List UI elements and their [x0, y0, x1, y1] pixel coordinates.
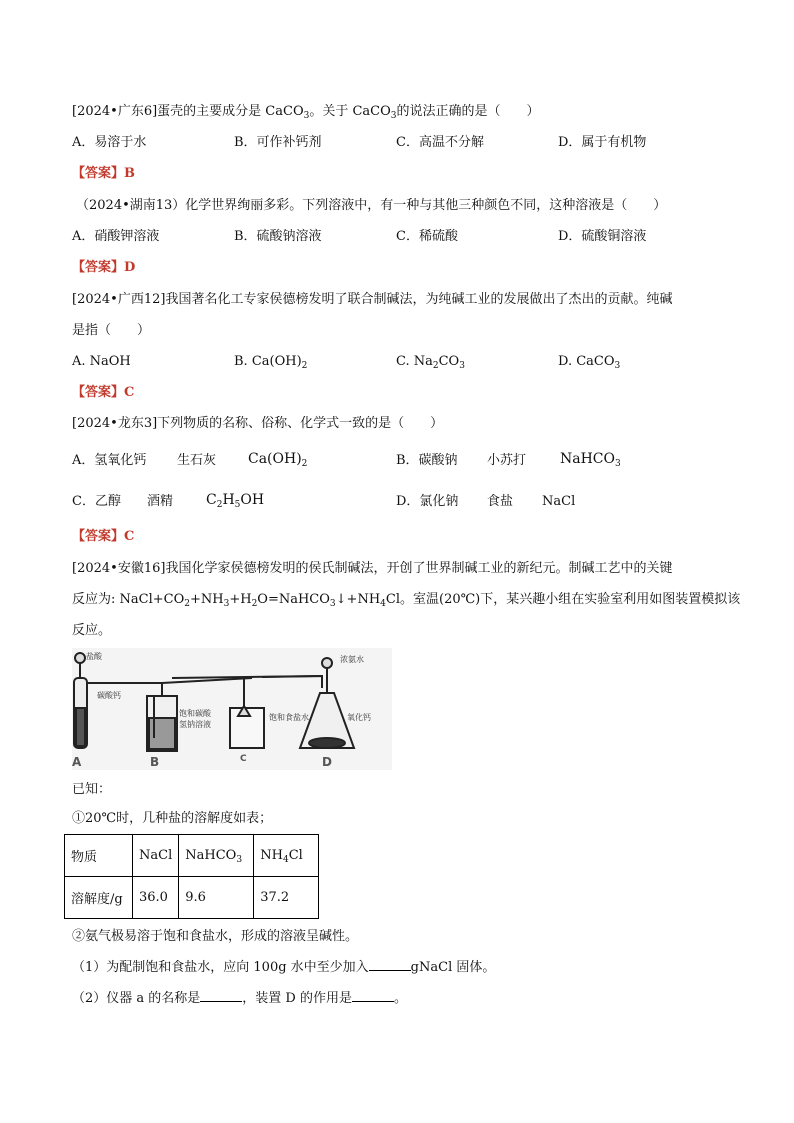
- answer-blank[interactable]: [369, 958, 411, 971]
- q5-known: 已知：: [72, 782, 112, 797]
- q4-option-d-formula: NaCl: [542, 494, 576, 509]
- q5-known-1: ①20℃时，几种盐的溶解度如表；: [72, 811, 273, 826]
- table-header-cell: NaCl: [133, 835, 179, 877]
- q1-option-b: B．可作补钙剂: [234, 135, 322, 150]
- table-row: [65, 877, 319, 919]
- table-cell: 9.6: [179, 877, 254, 919]
- q4-option-d-name: D．氯化钠: [396, 494, 459, 509]
- fig-letter-d: D: [322, 755, 332, 769]
- table-cell: 37.2: [254, 877, 319, 919]
- table-row: [65, 835, 319, 877]
- q4-answer: 【答案】C: [72, 529, 135, 544]
- q2-answer: 【答案】D: [72, 260, 136, 275]
- fig-label-nahco3-1: 饱和碳酸: [179, 709, 211, 718]
- fig-label-caco3: 碳酸钙: [97, 691, 121, 700]
- q5-part-2: （2）仪器 a 的名称是 ，装置 D 的作用是 。: [72, 991, 408, 1006]
- q1-stem: [2024•广东6]蛋壳的主要成分是 CaCO$_3$。关于 CaCO$_3$的说法正确的是（ ）: [72, 104, 540, 121]
- q3-answer: 【答案】C: [72, 385, 135, 400]
- fig-label-ammonia: 浓氨水: [340, 655, 364, 664]
- q4-option-c-name: C．乙醇: [72, 494, 121, 509]
- q1-option-a: A．易溶于水: [72, 135, 147, 150]
- q3-option-b: B. $Ca(OH)_2$: [234, 354, 308, 371]
- q5-stem-line3: 反应。: [72, 623, 112, 638]
- fig-label-cao: 氧化钙: [347, 713, 371, 722]
- q4-option-c-formula: $C_2H_5OH$: [206, 492, 265, 510]
- q5-known-2: ②氨气极易溶于饱和食盐水，形成的溶液呈碱性。: [72, 929, 359, 944]
- q4-option-b-formula: NaHCO$_3$: [560, 451, 621, 469]
- table-cell: 溶解度/g: [65, 877, 133, 919]
- q2-option-a: A．硝酸钾溶液: [72, 229, 160, 244]
- table-header-cell: NaHCO$_3$: [179, 835, 254, 877]
- fig-letter-b: B: [150, 755, 160, 769]
- apparatus-figure: [72, 648, 392, 770]
- q4-stem: [2024•龙东3]下列物质的名称、俗称、化学式一致的是（ ）: [72, 416, 444, 431]
- solubility-table: [64, 834, 319, 919]
- q4-option-b-common: 小苏打: [487, 453, 527, 468]
- q5-stem-line1: [2024•安徽16]我国化学家侯德榜发明的侯氏制碱法，开创了世界制碱工业的新纪元。制碱工艺中的关键: [72, 561, 673, 576]
- q3-option-a: A. NaOH: [72, 354, 131, 369]
- q1-answer: 【答案】B: [72, 166, 135, 181]
- q2-option-c: C．稀硫酸: [396, 229, 458, 244]
- q3-stem-line2: 是指（ ）: [72, 323, 151, 338]
- q4-option-c-common: 酒精: [147, 494, 174, 509]
- table-header-cell: $NH_4Cl$: [254, 835, 319, 877]
- table-cell: 36.0: [133, 877, 179, 919]
- q3-stem-line1: [2024•广西12]我国著名化工专家侯德榜发明了联合制碱法，为纯碱工业的发展做出了杰出的贡献。纯碱: [72, 292, 673, 307]
- q3-option-c: C. $Na_2CO_3$: [396, 354, 465, 371]
- fig-label-brine: 饱和食盐水: [269, 713, 309, 722]
- answer-blank[interactable]: [352, 989, 394, 1002]
- q1-option-c: C．高温不分解: [396, 135, 484, 150]
- q1-option-d: D．属于有机物: [558, 135, 647, 150]
- answer-blank[interactable]: [200, 989, 242, 1002]
- q2-option-d: D．硫酸铜溶液: [558, 229, 647, 244]
- fig-letter-c: C: [240, 754, 247, 764]
- fig-letter-a: A: [72, 755, 82, 769]
- q4-option-b-name: B．碳酸钠: [396, 453, 458, 468]
- table-header-cell: 物质: [65, 835, 133, 877]
- q5-part-1: （1）为配制饱和食盐水，应向 100g 水中至少加入 gNaCl 固体。: [72, 960, 496, 975]
- q4-option-a-formula: $Ca(OH)_2$: [248, 451, 308, 469]
- q4-option-a-common: 生石灰: [177, 453, 217, 468]
- q5-stem-line2: 反应为: $NaCl+CO_2+NH_3+H_2O=NaHCO_3↓+NH_4Cl$。室温(20℃)下，某兴趣小组在实验室利用如图装置模拟该: [72, 592, 741, 609]
- q4-option-a-name: A．氢氧化钙: [72, 453, 147, 468]
- q3-option-d: D. CaCO$_3$: [558, 354, 621, 371]
- fig-label-hcl: 盐酸: [86, 652, 102, 661]
- q4-option-d-common: 食盐: [487, 494, 514, 509]
- q2-option-b: B．硫酸钠溶液: [234, 229, 322, 244]
- fig-label-nahco3-2: 氢钠溶液: [179, 720, 211, 729]
- q2-stem: （2024•湖南13）化学世界绚丽多彩。下列溶液中，有一种与其他三种颜色不同，这种溶液是（ ）: [76, 198, 667, 213]
